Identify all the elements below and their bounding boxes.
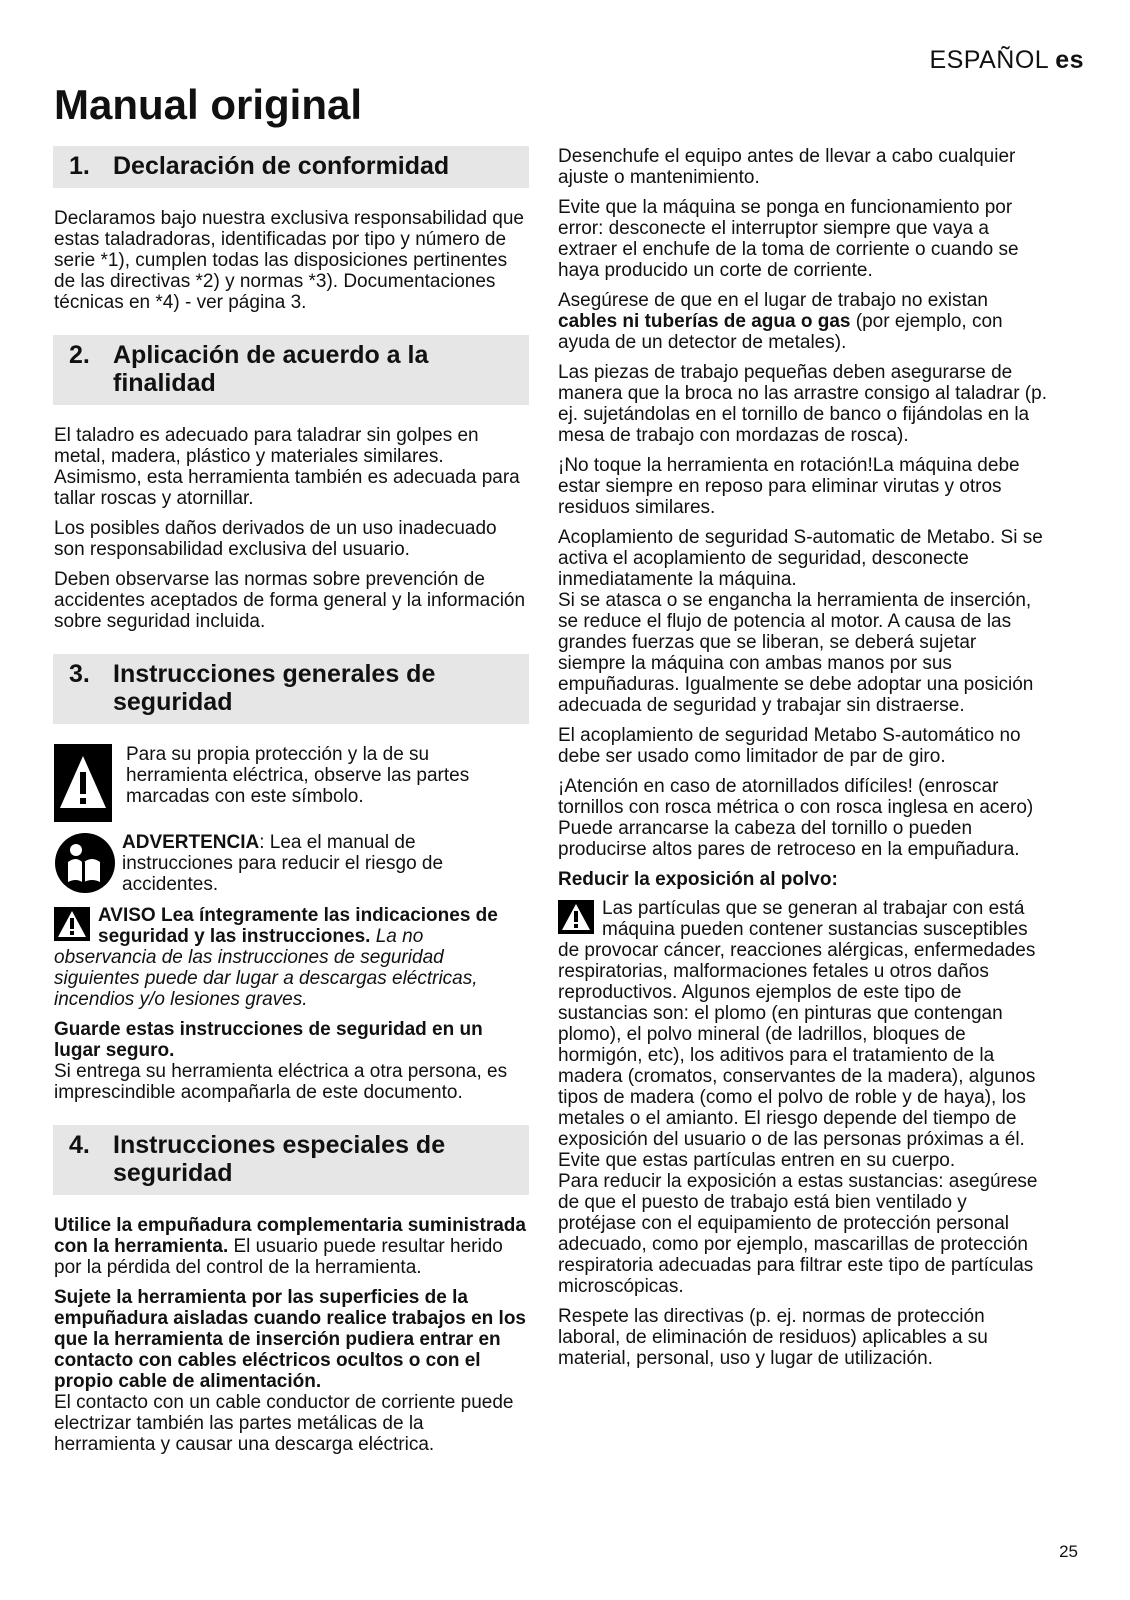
paragraph (54, 1215, 529, 1278)
aviso-bold: AVISO Lea íntegramente las indicaciones de seguridad y las instrucciones. (98, 905, 498, 947)
read-manual-icon (54, 832, 116, 894)
warning-icon (558, 900, 594, 934)
paragraph-text: El contacto con un cable conductor de corriente puede electrizar también las partes metálicas de la herramienta y causar una descarga eléctrica. (54, 1392, 514, 1455)
section-title: Instrucciones generales de seguridad (113, 660, 436, 716)
page-title: Manual original (54, 81, 363, 128)
paragraph-bold: Sujete la herramienta por las superficies de la empuñadura aisladas cuando realice trabajos en los que la herramienta de inserción pudiera entrar en contacto con cables eléctricos ocultos o con el propio cable de alimentación. (54, 1287, 527, 1392)
paragraph-text: Asegúrese de que en el lugar de trabajo no existan (558, 290, 988, 311)
symbol-note-text: Para su propia protección y la de su herramienta eléctrica, observe las partes marcadas con este símbolo. (126, 744, 470, 807)
page-number: 25 (1059, 1542, 1078, 1561)
paragraph: Desenchufe el equipo antes de llevar a cabo cualquier ajuste o mantenimiento. (558, 146, 1016, 188)
paragraph: Evite que la máquina se ponga en funcionamiento por error: desconecte el interruptor siempre que vaya a extraer el enchufe de la toma de corriente o cuando se haya producido un corte de corriente. (558, 197, 1019, 281)
language-label (929, 46, 1084, 75)
paragraph-text: Acoplamiento de seguridad S-automatic de Metabo. Si se activa el acoplamiento de seguridad, desconecte inmediatamente la máquina. (558, 527, 1043, 590)
section-heading-2 (53, 335, 529, 405)
dust-text: Evite que estas partículas entren en su cuerpo. (558, 1150, 956, 1171)
paragraph: Declaramos bajo nuestra exclusiva responsabilidad que estas taladradoras, identificadas por tipo y número de serie *1), cumplen todas las disposiciones pertinentes de las directivas *2) y normas *3). Documentaciones técnicas en *4) - ver página 3. (54, 208, 524, 313)
dust-text: Las partículas que se generan al trabajar con está máquina pueden contener sustancias susceptibles de provocar cáncer, reacciones alérgicas, enfermedades respiratorias, malformaciones fetales u otros daños reproductivos. Algunos ejemplos de este tipo de sustancias son: el plomo (en pinturas que contengan plomo), el polvo mineral (de ladrillos, bloques de hormigón, etc), los aditivos para el tratamiento de la madera (cromatos, conservantes de la madera), algunos tipos de madera (como el polvo de roble y de haya), los metales o el amianto. El riesgo depende del tiempo de exposición del usuario o de las personas próximas a él. (558, 898, 1036, 1150)
language-name: ESPAÑOL (929, 46, 1050, 74)
section-number: 3. (69, 660, 90, 688)
section-number: 2. (69, 341, 90, 369)
language-code: es (1055, 46, 1084, 74)
section-title: Aplicación de acuerdo a la finalidad (113, 341, 429, 397)
paragraph-text: El usuario puede resultar herido por la pérdida del control de la herramienta. (54, 1236, 503, 1278)
paragraph: El taladro es adecuado para taladrar sin golpes en metal, madera, plástico y materiales similares. Asimismo, esta herramienta también es adecuada para tallar roscas y atornillar. (54, 425, 520, 509)
paragraph: Las piezas de trabajo pequeñas deben asegurarse de manera que la broca no las arrastre consigo al taladrar (p. ej. sujetándolas en el tornillo de banco o fijándolas en la mesa de trabajo con mordazas de rosca). (558, 362, 1047, 446)
section-title: Declaración de conformidad (113, 152, 450, 180)
symbol-note (54, 744, 529, 822)
paragraph: ¡Atención en caso de atornillados difíciles! (enroscar tornillos con rosca métrica o con rosca inglesa en acero) Puede arrancarse la cabeza del tornillo o pueden producirse altos pares de retroceso en la empuñadura. (558, 776, 1034, 860)
aviso-paragraph (54, 905, 529, 1010)
section-heading-3 (53, 654, 529, 724)
guarde-bold: Guarde estas instrucciones de seguridad en un lugar seguro. (54, 1019, 483, 1061)
warning-icon (54, 907, 90, 941)
guarde-text: Si entrega su herramienta eléctrica a otra persona, es imprescindible acompañarla de este documento. (54, 1061, 508, 1103)
paragraph: Deben observarse las normas sobre prevención de accidentes aceptados de forma general y la información sobre seguridad incluida. (54, 569, 526, 632)
paragraph-text: (por ejemplo, con ayuda de un detector de metales). (558, 311, 1003, 353)
section-heading-1 (53, 146, 529, 188)
section-number: 1. (69, 152, 90, 180)
paragraph: Los posibles daños derivados de un uso inadecuado son responsabilidad exclusiva del usuario. (54, 518, 497, 560)
guarde-paragraph (54, 1019, 529, 1103)
left-column (54, 146, 529, 1464)
paragraph: El acoplamiento de seguridad Metabo S-automático no debe ser usado como limitador de par de giro. (558, 725, 1021, 767)
advertencia-note (54, 832, 529, 895)
aviso-italic: La no observancia de las instrucciones de seguridad siguientes puede dar lugar a descargas eléctricas, incendios y/o lesiones graves. (54, 926, 478, 1010)
paragraph (558, 290, 1048, 353)
advertencia-label: ADVERTENCIA (122, 832, 260, 853)
section-heading-4 (53, 1125, 529, 1195)
dust-text: Para reducir la exposición a estas sustancias: asegúrese de que el puesto de trabajo está bien ventilado y protéjase con el equipamiento de protección personal adecuado, como por ejemplo, mascarillas de protección respiratoria adecuadas para filtrar este tipo de partículas microscópicas. (558, 1171, 1038, 1297)
paragraph-bold: cables ni tuberías de agua o gas (558, 311, 851, 332)
section-title: Instrucciones especiales de seguridad (113, 1131, 446, 1187)
paragraph: Respete las directivas (p. ej. normas de protección laboral, de eliminación de residuos) aplicables a su material, personal, uso y lugar de utilización. (558, 1306, 988, 1369)
section-number: 4. (69, 1131, 90, 1159)
advertencia-text (122, 832, 529, 895)
paragraph (54, 1287, 529, 1455)
right-column (558, 146, 1048, 1378)
dust-paragraph (558, 898, 1048, 1297)
paragraph (558, 527, 1048, 716)
advertencia-body: : Lea el manual de instrucciones para reducir el riesgo de accidentes. (122, 832, 444, 895)
paragraph-bold: Utilice la empuñadura complementaria suministrada con la herramienta. (54, 1215, 526, 1257)
paragraph-text: Si se atasca o se engancha la herramienta de inserción, se reduce el flujo de potencia al motor. A causa de las grandes fuerzas que se liberan, se deberá sujetar siempre la máquina con ambas manos por sus empuñaduras. Igualmente se debe adoptar una posición adecuada de seguridad y trabajar sin distraerse. (558, 590, 1034, 716)
dust-heading: Reducir la exposición al polvo: (558, 869, 838, 890)
warning-icon (54, 744, 112, 822)
paragraph: ¡No toque la herramienta en rotación!La máquina debe estar siempre en reposo para eliminar virutas y otros residuos similares. (558, 455, 1020, 518)
